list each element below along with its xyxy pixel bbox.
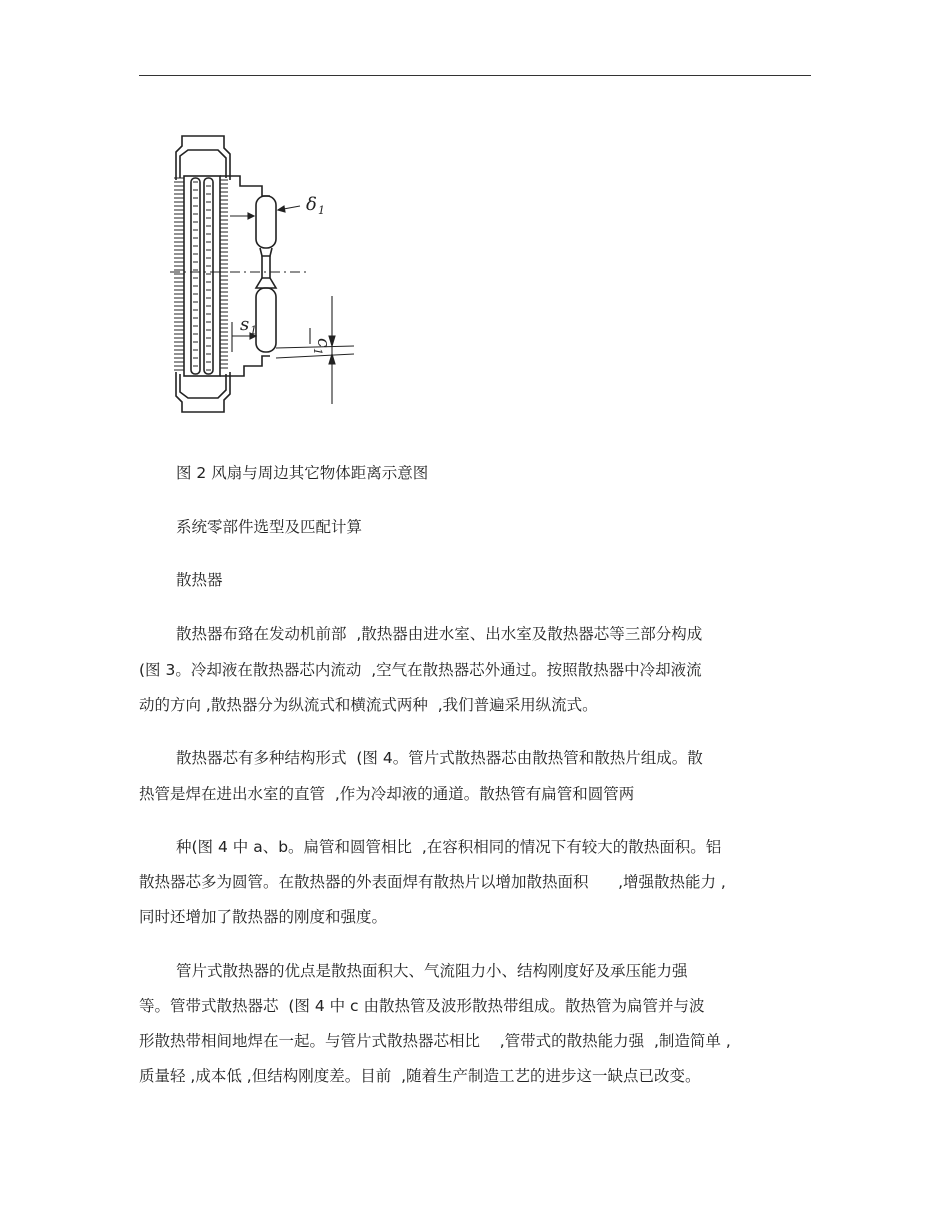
delta-label: δ <box>306 194 317 215</box>
text-line: 散热器布臵在发动机前部 ,散热器由进水室、出水室及散热器芯等三部分构成 <box>176 625 703 643</box>
radiator-fan-diagram <box>160 128 365 428</box>
delta-subscript: 1 <box>318 204 325 217</box>
c-label: c <box>313 338 333 348</box>
c-subscript: 1 <box>311 348 324 355</box>
s-label: s <box>240 314 250 335</box>
text-line: 种(图 4 中 a、b。扁管和圆管相比 ,在容积相同的情况下有较大的散热面积。铝 <box>176 838 722 856</box>
text-line: 同时还增加了散热器的刚度和强度。 <box>139 908 388 926</box>
text-line: 散热器芯多为圆管。在散热器的外表面焊有散热片以增加散热面积 ,增强散热能力 , <box>139 873 726 891</box>
text-line: 热管是焊在进出水室的直管 ,作为冷却液的通道。散热管有扁管和圆管两 <box>139 785 635 803</box>
header-rule <box>139 75 811 76</box>
text-line: 动的方向 ,散热器分为纵流式和横流式两种 ,我们普遍采用纵流式。 <box>139 696 598 714</box>
text-line: 管片式散热器的优点是散热面积大、气流阻力小、结构刚度好及承压能力强 <box>176 962 688 980</box>
text-line: 形散热带相间地焊在一起。与管片式散热器芯相比 ,管带式的散热能力强 ,制造简单 , <box>139 1032 731 1050</box>
s-subscript: 1 <box>250 324 257 337</box>
figure-caption: 图 2 风扇与周边其它物体距离示意图 <box>176 464 429 482</box>
text-line: 质量轻 ,成本低 ,但结构刚度差。目前 ,随着生产制造工艺的进步这一缺点已改变。 <box>139 1067 701 1085</box>
subsection-heading: 散热器 <box>176 571 223 589</box>
section-heading: 系统零部件选型及匹配计算 <box>176 518 363 536</box>
text-line: 散热器芯有多种结构形式 (图 4。管片式散热器芯由散热管和散热片组成。散 <box>176 749 703 767</box>
text-line: 等。管带式散热器芯 (图 4 中 c 由散热管及波形散热带组成。散热管为扁管并与波 <box>139 997 705 1015</box>
text-line: (图 3。冷却液在散热器芯内流动 ,空气在散热器芯外通过。按照散热器中冷却液流 <box>139 661 702 679</box>
